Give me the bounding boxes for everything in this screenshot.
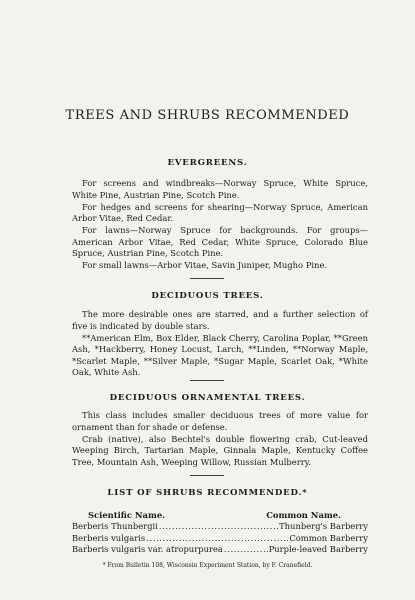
evergreens-paragraph: For hedges and screens for shearing—Norway Spruce, American Arbor Vitae, Red Cedar. <box>72 201 368 223</box>
scientific-name: Berberis Thunbergii <box>72 521 158 531</box>
evergreens-paragraph: For lawns—Norway Spruce for backgrounds. For groups—American Arbor Vitae, Red Cedar, White Spruce, Colorado Blue Spruce, Austrian Pine, Scotch Pine. <box>72 225 368 258</box>
deciduous-heading: DECIDUOUS TREES. <box>151 291 264 301</box>
section-divider <box>190 475 224 476</box>
evergreens-paragraph: For small lawns—Arbor Vitae, Savin Juniper, Mugho Pine. <box>82 260 328 270</box>
common-name: Thunberg's Barberry <box>279 521 368 531</box>
shrubs-heading: LIST OF SHRUBS RECOMMENDED.* <box>107 488 308 498</box>
common-name-header: Common Name. <box>266 510 341 520</box>
scientific-name-header: Scientific Name. <box>88 510 166 520</box>
list-item <box>72 544 368 556</box>
evergreens-heading: EVERGREENS. <box>167 158 248 168</box>
evergreens-section <box>72 178 368 272</box>
shrubs-column-headers <box>72 510 368 520</box>
common-name: Purple-leaved Barberry <box>268 544 368 554</box>
section-divider <box>190 278 224 279</box>
ornamental-section <box>72 410 368 469</box>
footnote: * From Bulletin 108, Wisconsin Experiment Station, by F. Cranefield. <box>102 562 313 569</box>
ornamental-paragraph: Crab (native), also Bechtel's double flowering crab, Cut-leaved Weeping Birch, Tartarian Maple, Ginnala Maple, Kentucky Coffee Tree, Mountain Ash, Weeping Willow, Russian Mulberry. <box>72 433 368 467</box>
shrubs-list <box>72 521 368 556</box>
evergreens-paragraph: For screens and windbreaks—Norway Spruce, White Spruce, White Pine, Austrian Pine, Scotch Pine. <box>72 178 368 200</box>
section-divider <box>190 380 224 381</box>
scientific-name: Berberis vulgaris <box>72 532 146 543</box>
leader-dots <box>224 544 268 556</box>
scientific-name: Barberis vulgaris var. atropurpurea <box>72 544 223 554</box>
deciduous-paragraph: The more desirable ones are starred, and a further selection of five is indicated by double stars. <box>72 309 368 331</box>
leader-dots <box>159 521 278 533</box>
ornamental-paragraph: This class includes smaller deciduous trees of more value for ornament than for shade or defense. <box>72 410 368 432</box>
list-item <box>72 521 368 533</box>
list-item <box>72 533 368 545</box>
deciduous-section <box>72 309 368 379</box>
page-title: TREES AND SHRUBS RECOMMENDED <box>65 108 350 123</box>
common-name: Common Barberry <box>289 532 368 543</box>
leader-dots <box>146 533 288 545</box>
ornamental-heading: DECIDUOUS ORNAMENTAL TREES. <box>109 393 306 403</box>
deciduous-paragraph: **American Elm, Box Elder, Black Cherry, Carolina Poplar, **Green Ash, *Hackberry, Honey Locust, Larch, **Linden, **Norway Maple, *Scarlet Maple, **Silver Maple, *Sugar Maple, Scarlet Oak, *White Oak, White Ash. <box>72 332 368 377</box>
